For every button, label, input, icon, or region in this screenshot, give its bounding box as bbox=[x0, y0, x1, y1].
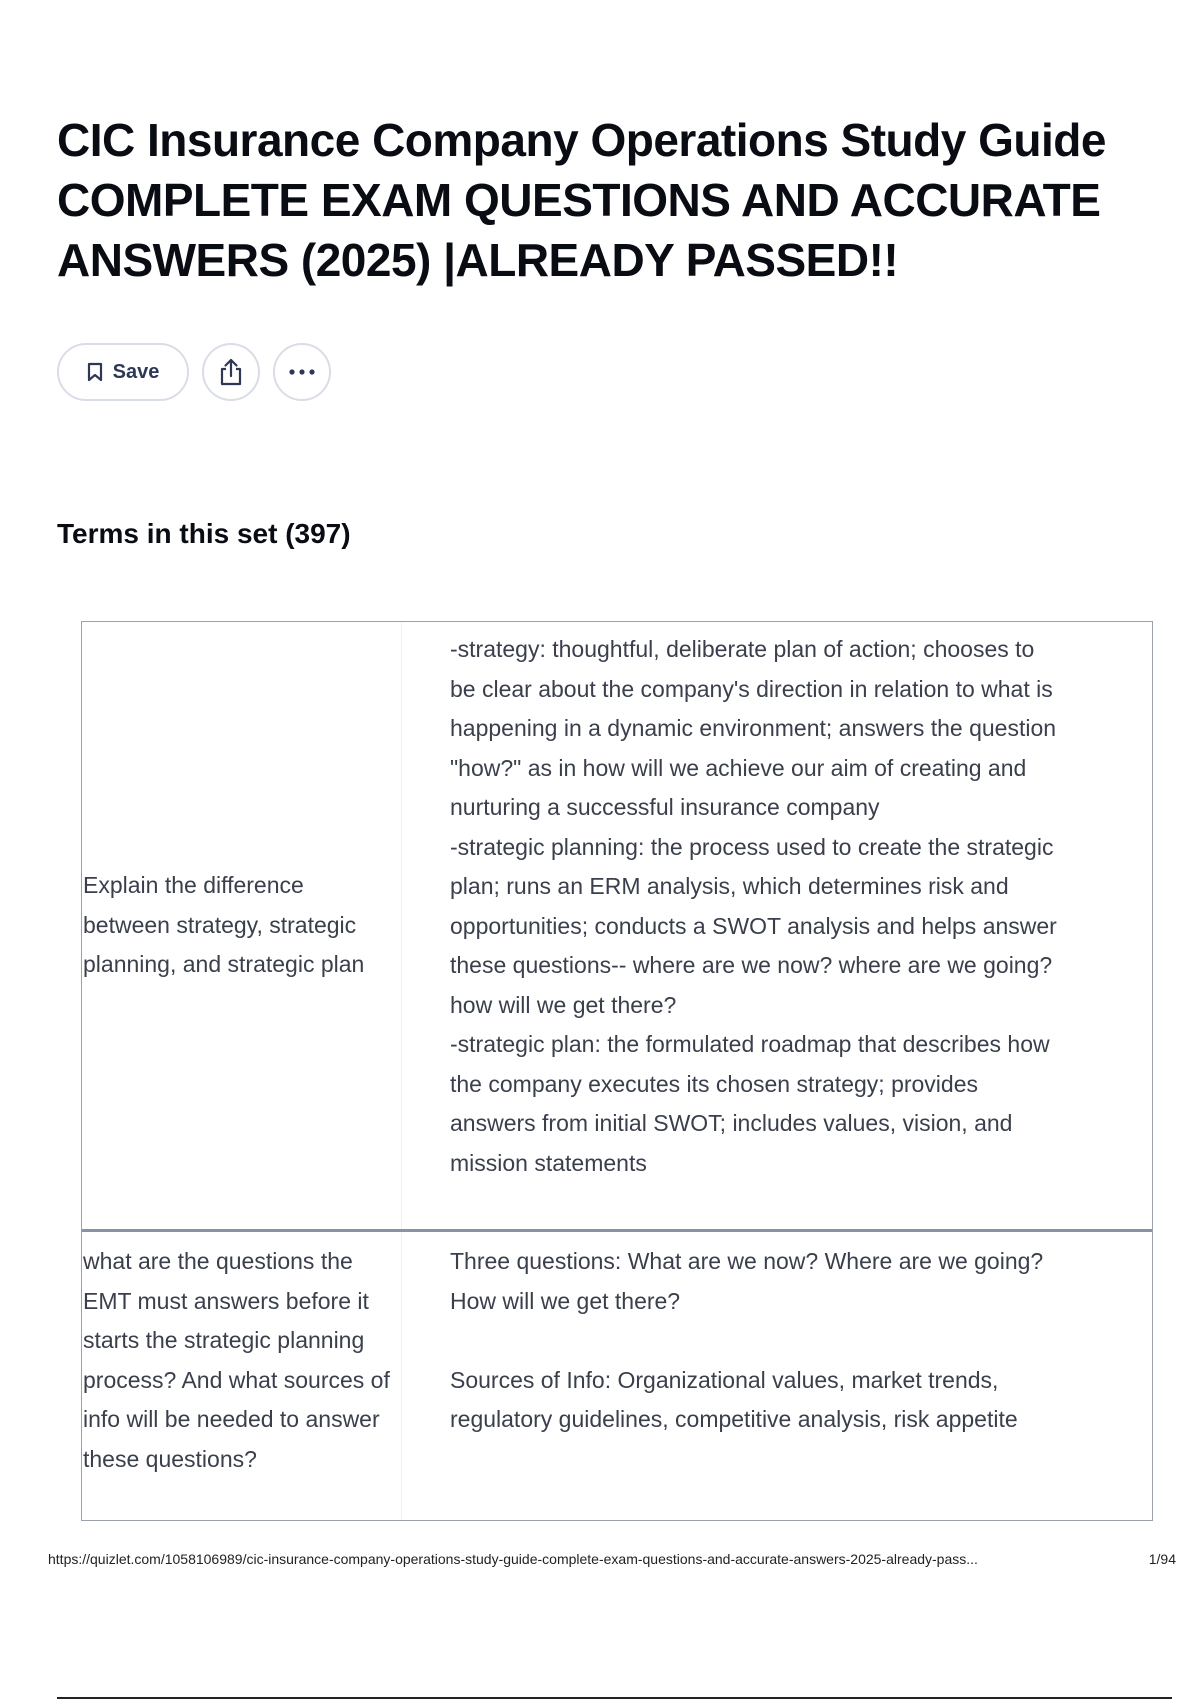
term-text bbox=[82, 1232, 402, 1520]
bookmark-icon bbox=[87, 362, 103, 382]
more-options-button[interactable] bbox=[273, 343, 331, 401]
term-label: what are the questions the EMT must answers before it starts the strategic planning process? And what sources of info will be needed to answer these questions? bbox=[83, 1248, 390, 1472]
save-button[interactable] bbox=[57, 343, 189, 401]
share-icon bbox=[218, 358, 244, 386]
more-icon bbox=[289, 369, 315, 375]
share-button[interactable] bbox=[202, 343, 260, 401]
definition-text: Three questions: What are we now? Where are we going? How will we get there? Sources of Info: Organizational values, market trends, regulatory guidelines, competitive analysis, risk appetite bbox=[450, 1248, 1044, 1432]
page-title: CIC Insurance Company Operations Study Guide COMPLETE EXAM QUESTIONS AND ACCURATE ANSWERS (2025) |ALREADY PASSED!! bbox=[57, 114, 1106, 286]
action-bar bbox=[57, 343, 331, 401]
save-button-label: Save bbox=[112, 360, 160, 383]
terms-table bbox=[81, 621, 1153, 1521]
print-url: https://quizlet.com/1058106989/cic-insurance-company-operations-study-guide-complete-exam-questions-and-accurate-answers-2025-already-pass... bbox=[48, 1551, 978, 1567]
term-row bbox=[82, 622, 1152, 1229]
term-row bbox=[82, 1229, 1152, 1520]
term-text bbox=[82, 622, 402, 1229]
terms-heading: Terms in this set (397) bbox=[57, 518, 351, 549]
term-label: Explain the difference between strategy, strategic planning, and strategic plan bbox=[83, 872, 365, 978]
divider bbox=[57, 1697, 1172, 1699]
page-number: 1/94 bbox=[1148, 1551, 1176, 1567]
definition-text: -strategy: thoughtful, deliberate plan of action; chooses to be clear about the company's direction in relation to what is happening in a dynamic environment; answers the question "how?" as in how will we achieve our aim of creating and nurturing a successful insurance company -strategic planning: the process used to create the strategic plan; runs an ERM analysis, which determines risk and opportunities; conducts a SWOT analysis and helps answer these questions-- where are we now? where are we going? how will we get there? -strategic plan: the formulated roadmap that describes how the company executes its chosen strategy; provides answers from initial SWOT; includes values, vision, and mission statements bbox=[450, 636, 1057, 1176]
